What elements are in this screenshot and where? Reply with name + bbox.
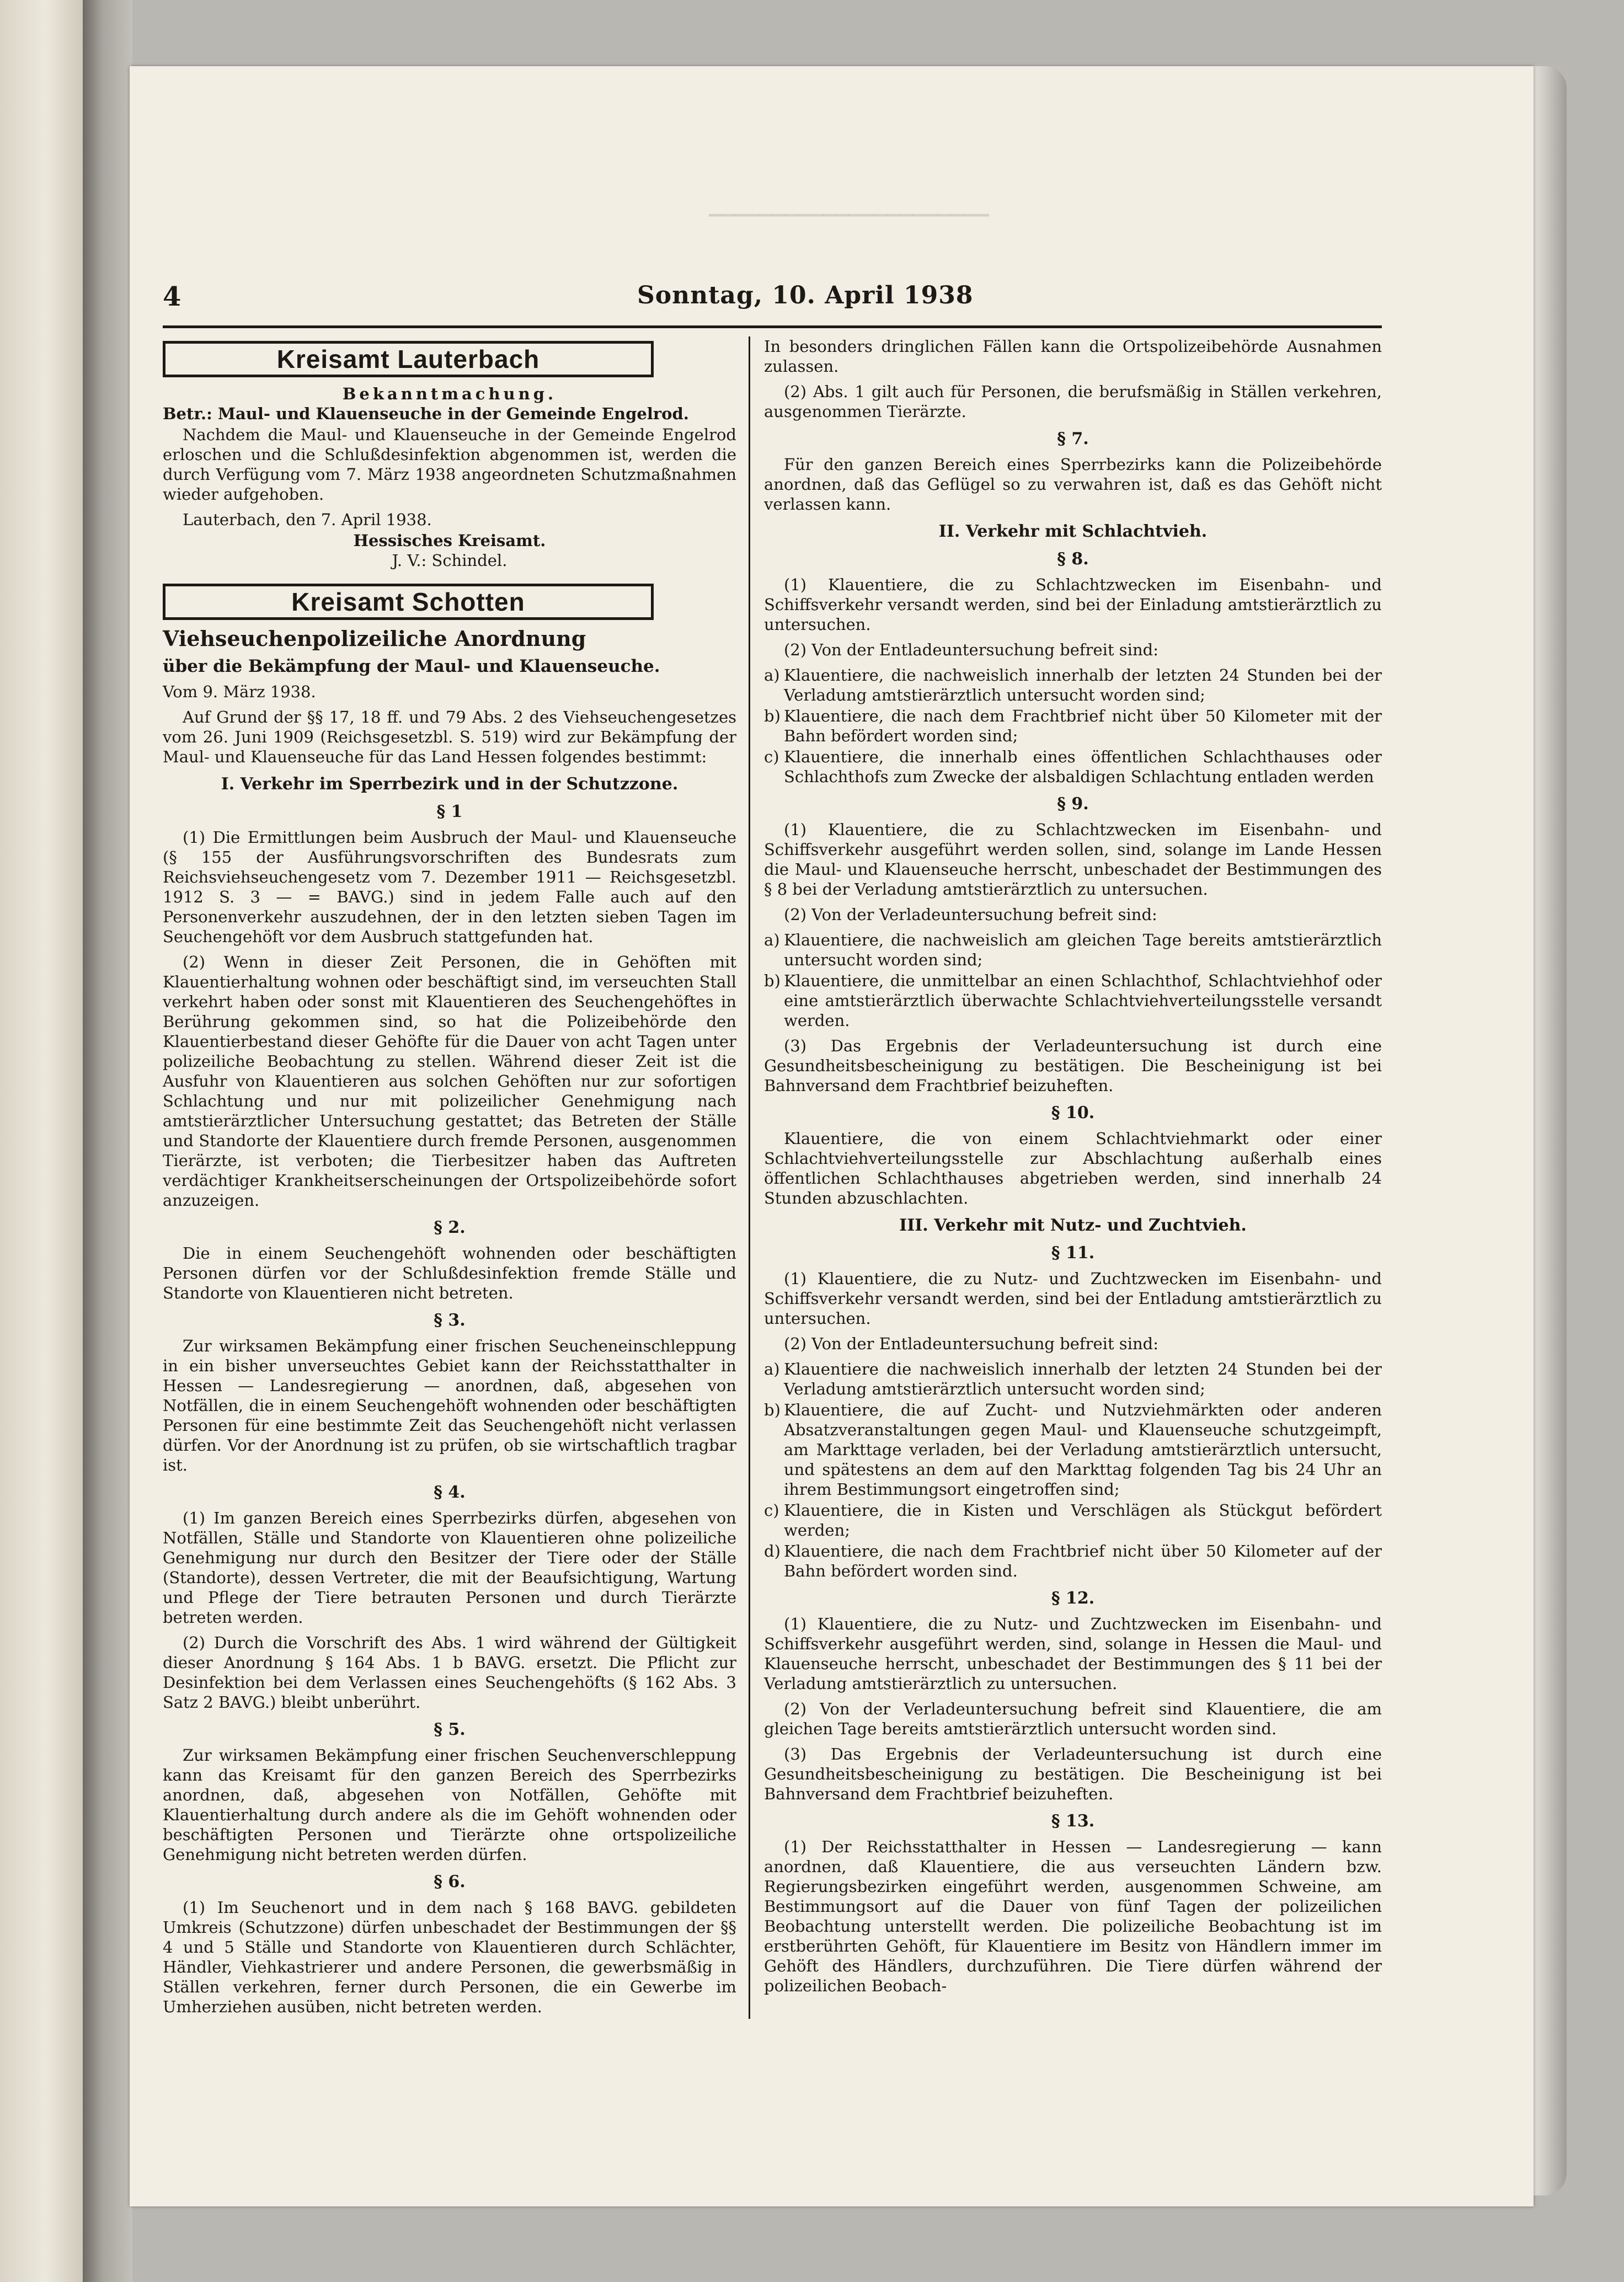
- chapter-heading: I. Verkehr im Sperrbezirk und in der Schutzzone.: [221, 774, 679, 794]
- notice-place-date: Lauterbach, den 7. April 1938.: [183, 510, 432, 529]
- left-page-edge: [0, 0, 84, 2282]
- page-number: 4: [163, 281, 181, 312]
- section-box-schotten: Kreisamt Schotten: [163, 584, 654, 620]
- left-column: [163, 336, 736, 2022]
- ordinance-title: Viehseuchenpolizeiliche Anordnung: [163, 626, 586, 651]
- section-mark: § 4.: [434, 1483, 466, 1502]
- section-box-lauterbach: Kreisamt Lauterbach: [163, 341, 654, 377]
- show-through-text: ▁▁▁▁▁▁▁▁▁▁▁▁▁▁▁▁▁▁▁▁▁▁: [709, 197, 989, 217]
- paragraph: (1) Klauentiere, die zu Schlachtzwecken im Eisenbahn- und Schiffsverkehr ausgeführt werden sollen, sind, solange im Lande Hessen die Maul- und Klauenseuche herrscht, unbeschadet der Bestimmungen des § 8 bei der Verladung amtstierärztlich zu untersuchen.: [764, 820, 1382, 899]
- right-column: [764, 336, 1382, 2001]
- paragraph: (2) Von der Verladeuntersuchung befreit sind Klauentiere, die am gleichen Tage bereits amtstierärztlich untersucht worden sind.: [764, 1700, 1382, 1738]
- paragraph: (2) Wenn in dieser Zeit Personen, die in Gehöften mit Klauentierhaltung wohnen oder beschäftigt sind, im verseuchten Stall verkehrt haben oder sonst mit Klauentieren des Seuchengehöftes in Berührung gekommen sind, so hat die Polizeibehörde den Klauentierbestand dieser Gehöfte für die Dauer von acht Tagen unter polizeiliche Beobachtung zu stellen. Während dieser Zeit ist die Ausfuhr von Klauentieren aus solchen Gehöften nur zur sofortigen Schlachtung und nur mit polizeilicher Genehmigung nach amtstierärztlicher Untersuchung gestattet; das Betreten der Ställe und Standorte der Klauentiere durch fremde Personen, ausgenommen Tierärzte, ist verboten; die Tierbesitzer haben das Auftreten verdächtiger Krankheitserscheinungen der Ortspolizeibehörde sofort anzuzeigen.: [163, 953, 736, 1210]
- list-item: d) Klauentiere, die nach dem Frachtbrief nicht über 50 Kilometer auf der Bahn befördert worden sind.: [764, 1542, 1382, 1580]
- document-page: [130, 66, 1534, 2206]
- list-item: a) Klauentiere die nachweislich innerhalb der letzten 24 Stunden bei der Verladung amtstierärztlich untersucht worden sind;: [764, 1360, 1382, 1398]
- paragraph: (1) Klauentiere, die zu Schlachtzwecken im Eisenbahn- und Schiffsverkehr versandt werden, sind bei der Einladung amtstierärztlich zu untersuchen.: [764, 575, 1382, 634]
- list-item: a) Klauentiere, die nachweislich am gleichen Tage bereits amtstierärztlich untersucht worden sind;: [764, 931, 1382, 969]
- book-gutter: [83, 0, 132, 2282]
- paragraph: Die in einem Seuchengehöft wohnenden oder beschäftigten Personen dürfen vor der Schlußdesinfektion fremde Ställe und Standorte von Klauentieren nicht betreten.: [163, 1244, 736, 1302]
- section-mark: § 5.: [434, 1720, 466, 1739]
- paragraph: (1) Der Reichsstatthalter in Hessen — Landesregierung — kann anordnen, daß Klauentiere, die aus verseuchten Ländern bzw. Regierungsbezirken eingeführt werden, ausgenommen Schweine, am Bestimmungsort auf die Dauer von fünf Tagen der polizeilichen Beobachtung unterstellt werden. Die polizeiliche Beobachtung ist im erstberührten Gehöft, für Klauentiere im Besitz von Händlern immer im Gehöft des Händlers, durchzuführen. Die Tiere dürfen während der polizeilichen Beobach-: [764, 1837, 1382, 1995]
- chapter-heading: III. Verkehr mit Nutz- und Zuchtvieh.: [899, 1216, 1247, 1235]
- ordinance-date: Vom 9. März 1938.: [163, 682, 316, 701]
- section-mark: § 9.: [1057, 794, 1089, 814]
- notice-signature-name: J. V.: Schindel.: [392, 551, 507, 570]
- list-item: b) Klauentiere, die unmittelbar an einen Schlachthof, Schlachtviehhof oder eine amtstierärztlich überwachte Schlachtviehverteilungsstelle versandt werden.: [764, 971, 1382, 1030]
- notice-subject: Betr.: Maul- und Klauenseuche in der Gemeinde Engelrod.: [163, 404, 689, 423]
- paragraph: In besonders dringlichen Fällen kann die Ortspolizeibehörde Ausnahmen zulassen.: [764, 337, 1382, 376]
- section-mark: § 10.: [1051, 1103, 1095, 1123]
- paragraph: (2) Von der Entladeuntersuchung befreit sind:: [784, 1334, 1158, 1353]
- list-item: c) Klauentiere, die innerhalb eines öffentlichen Schlachthauses oder Schlachthofs zum Zwecke der alsbaldigen Schlachtung entladen werden: [764, 747, 1382, 786]
- paragraph: (1) Im ganzen Bereich eines Sperrbezirks dürfen, abgesehen von Notfällen, Ställe und Standorte von Klauentieren ohne polizeiliche Genehmigung nur durch den Besitzer der Tiere oder der Ställe (Standorte), dessen Vertreter, die mit der Beaufsichtigung, Wartung und Pflege der Tiere betrauten Personen und durch Tierärzte betreten werden.: [163, 1509, 736, 1627]
- paragraph: Für den ganzen Bereich eines Sperrbezirks kann die Polizeibehörde anordnen, daß das Geflügel so zu verwahren ist, daß es das Gehöft nicht verlassen kann.: [764, 455, 1382, 514]
- section-mark: § 3.: [434, 1311, 466, 1330]
- list-item: b) Klauentiere, die nach dem Frachtbrief nicht über 50 Kilometer mit der Bahn befördert worden sind;: [764, 707, 1382, 745]
- notice-heading: Bekanntmachung.: [342, 384, 557, 403]
- paragraph: Zur wirksamen Bekämpfung einer frischen Seuchenverschleppung kann das Kreisamt für den ganzen Bereich des Sperrbezirks anordnen, daß, abgesehen von Notfällen, Gehöfte mit Klauentierhaltung durch andere als die im Gehöft wohnenden oder beschäftigten Personen und Tierärzte ohne ortspolizeiliche Genehmigung nicht betreten werden dürfen.: [163, 1746, 736, 1864]
- ordinance-preamble: Auf Grund der §§ 17, 18 ff. und 79 Abs. 2 des Viehseuchengesetzes vom 26. Juni 1909 (Reichsgesetzbl. S. 519) wird zur Bekämpfung der Maul- und Klauenseuche für das Land Hessen folgendes bestimmt:: [163, 708, 736, 766]
- paragraph: (3) Das Ergebnis der Verladeuntersuchung ist durch eine Gesundheitsbescheinigung zu bestätigen. Die Bescheinigung ist bei Bahnversand dem Frachtbrief beizuheften.: [764, 1036, 1382, 1095]
- list-item: c) Klauentiere, die in Kisten und Verschlägen als Stückgut befördert werden;: [764, 1501, 1382, 1540]
- column-divider: [749, 336, 750, 2019]
- paragraph: (1) Die Ermittlungen beim Ausbruch der Maul- und Klauenseuche (§ 155 der Ausführungsvorschriften des Bundesrats zum Reichsviehseuchengesetz vom 7. Dezember 1911 — Reichsgesetzbl. 1912 S. 3 — = BAVG.) sind in jedem Falle auch auf den Personenverkehr auszudehnen, der in den letzten sieben Tagen im Seuchengehöft vor dem Ausbruch stattgefunden hat.: [163, 828, 736, 946]
- paragraph: (2) Von der Entladeuntersuchung befreit sind:: [784, 640, 1158, 659]
- paragraph: (1) Klauentiere, die zu Nutz- und Zuchtzwecken im Eisenbahn- und Schiffsverkehr ausgeführt werden, sind, solange in Hessen die Maul- und Klauenseuche herrscht, unbeschadet der Bestimmungen des § 11 bei der Verladung amtstierärztlich zu untersuchen.: [764, 1615, 1382, 1693]
- section-mark: § 1: [436, 802, 463, 821]
- paragraph: (1) Im Seuchenort und in dem nach § 168 BAVG. gebildeten Umkreis (Schutzzone) dürfen unbeschadet der Bestimmungen der §§ 4 und 5 Ställe und Standorte von Klauentieren durch Schlächter, Händler, Viehkastrierer und andere Personen, die gewerbsmäßig in Ställen verkehren, ferner durch Personen, die ein Gewerbe im Umherziehen ausüben, nicht betreten werden.: [163, 1898, 736, 2016]
- list-item: a) Klauentiere, die nachweislich innerhalb der letzten 24 Stunden bei der Verladung amtstierärztlich untersucht worden sind;: [764, 666, 1382, 704]
- ordinance-subtitle: über die Bekämpfung der Maul- und Klauenseuche.: [163, 656, 660, 676]
- issue-date: Sonntag, 10. April 1938: [637, 281, 974, 309]
- section-mark: § 2.: [434, 1218, 466, 1237]
- section-mark: § 6.: [434, 1872, 466, 1891]
- notice-signature-office: Hessisches Kreisamt.: [353, 531, 546, 550]
- section-mark: § 13.: [1051, 1811, 1095, 1831]
- paragraph: (1) Klauentiere, die zu Nutz- und Zuchtzwecken im Eisenbahn- und Schiffsverkehr versandt werden, sind bei der Entladung amtstierärztlich zu untersuchen.: [764, 1269, 1382, 1328]
- paragraph: (2) Durch die Vorschrift des Abs. 1 wird während der Gültigkeit dieser Anordnung § 164 Abs. 1 b BAVG. ersetzt. Die Pflicht zur Desinfektion bei dem Verlassen eines Seuchengehöfts (§ 162 Abs. 3 Satz 2 BAVG.) bleibt unberührt.: [163, 1633, 736, 1712]
- section-mark: § 8.: [1057, 549, 1089, 569]
- notice-text: Nachdem die Maul- und Klauenseuche in der Gemeinde Engelrod erloschen und die Schlußdesinfektion abgenommen ist, werden die durch Verfügung vom 7. März 1938 angeordneten Schutzmaßnahmen wieder aufgehoben.: [163, 425, 736, 504]
- paragraph: (3) Das Ergebnis der Verladeuntersuchung ist durch eine Gesundheitsbescheinigung zu bestätigen. Die Bescheinigung ist bei Bahnversand dem Frachtbrief beizuheften.: [764, 1745, 1382, 1803]
- section-mark: § 12.: [1051, 1589, 1095, 1608]
- paragraph: Zur wirksamen Bekämpfung einer frischen Seucheneinschleppung in ein bisher unverseuchtes Gebiet kann der Reichsstatthalter in Hessen — Landesregierung — anordnen, daß, abgesehen von Notfällen, die in einem Seuchengehöft wohnenden oder beschäftigten Personen für eine bestimmte Zeit das Seuchengehöft nicht verlassen dürfen. Vor der Anordnung ist zu prüfen, ob sie wirtschaftlich tragbar ist.: [163, 1337, 736, 1474]
- list-item: b) Klauentiere, die auf Zucht- und Nutzviehmärkten oder anderen Absatzveranstaltungen gegen Maul- und Klauenseuche schutzgeimpft, am Markttage verladen, bei der Verladung amtstierärztlich untersucht, und spätestens an dem auf den Markttag folgenden Tag bis 24 Uhr an ihrem Bestimmungsort eingetroffen sind;: [764, 1401, 1382, 1499]
- paragraph: Klauentiere, die von einem Schlachtviehmarkt oder einer Schlachtviehverteilungsstelle zur Abschlachtung außerhalb eines öffentlichen Schlachthauses abgetrieben werden, sind innerhalb 24 Stunden abzuschlachten.: [764, 1129, 1382, 1207]
- paragraph: (2) Von der Verladeuntersuchung befreit sind:: [784, 905, 1157, 924]
- section-mark: § 7.: [1057, 429, 1089, 448]
- chapter-heading: II. Verkehr mit Schlachtvieh.: [938, 522, 1208, 541]
- section-mark: § 11.: [1051, 1243, 1095, 1263]
- paragraph: (2) Abs. 1 gilt auch für Personen, die berufsmäßig in Ställen verkehren, ausgenommen Tierärzte.: [764, 382, 1382, 421]
- page-header: [163, 276, 1382, 328]
